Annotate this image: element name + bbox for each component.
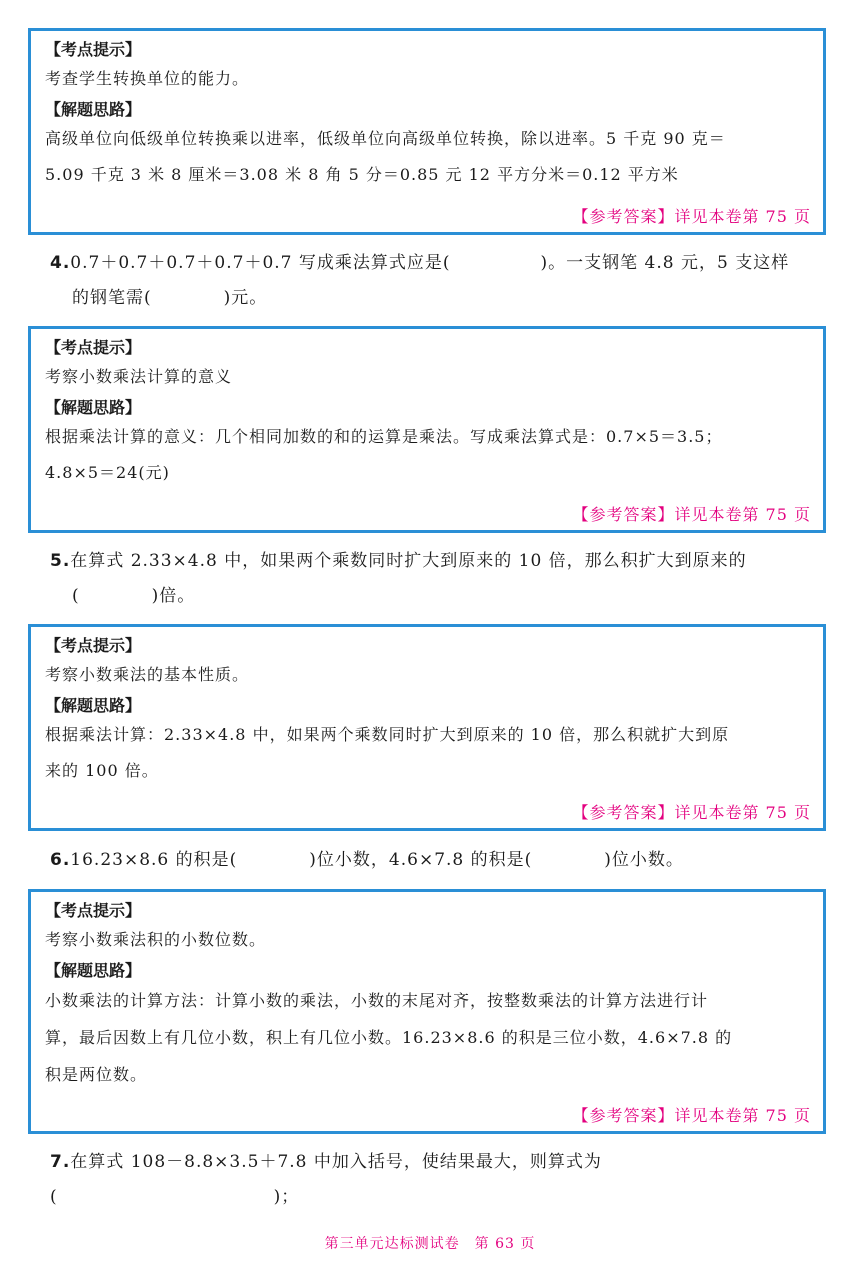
page-footer: 第三单元达标测试卷 第 63 页 xyxy=(324,1236,536,1252)
question-text: ( )倍。 xyxy=(72,586,196,606)
approach-line: 4.8×5＝24(元) xyxy=(45,463,170,482)
approach-line: 高级单位向低级单位转换乘以进率，低级单位向高级单位转换，除以进率。5 千克 90 克＝ xyxy=(45,129,726,148)
approach-line: 来的 100 倍。 xyxy=(45,761,159,780)
question-7 xyxy=(50,1145,840,1215)
approach-line: 5.09 千克 3 米 8 厘米＝3.08 米 8 角 5 分＝0.85 元 12 平方分米＝0.12 平方米 xyxy=(45,165,679,184)
question-text: 在算式 108－8.8×3.5＋7.8 中加入括号，使结果最大，则算式为( )； xyxy=(50,1152,602,1207)
hint-heading: 【考点提示】 xyxy=(45,901,142,920)
hint-text: 考察小数乘法积的小数位数。 xyxy=(45,930,267,949)
hint-text: 考查学生转换单位的能力。 xyxy=(45,69,250,88)
approach-heading: 【解题思路】 xyxy=(45,398,142,417)
analysis-box-q4 xyxy=(28,326,826,533)
approach-heading: 【解题思路】 xyxy=(45,696,142,715)
answer-reference: 【参考答案】详见本卷第 75 页 xyxy=(572,803,811,822)
question-number: 6. xyxy=(50,850,71,870)
hint-text: 考察小数乘法的基本性质。 xyxy=(45,665,250,684)
question-text: 在算式 2.33×4.8 中，如果两个乘数同时扩大到原来的 10 倍，那么积扩大到原来的 xyxy=(70,551,747,571)
hint-heading: 【考点提示】 xyxy=(45,338,142,357)
hint-heading: 【考点提示】 xyxy=(45,40,142,59)
analysis-box-q6 xyxy=(28,889,826,1134)
question-5 xyxy=(50,544,840,614)
question-text: 的钢笔需( )元。 xyxy=(72,288,268,308)
question-6 xyxy=(50,843,840,878)
analysis-box-q3 xyxy=(28,28,826,235)
question-number: 7. xyxy=(50,1152,71,1172)
approach-line: 根据乘法计算：2.33×4.8 中，如果两个乘数同时扩大到原来的 10 倍，那么积就扩大到原 xyxy=(45,725,730,744)
question-4 xyxy=(50,246,840,316)
approach-heading: 【解题思路】 xyxy=(45,100,142,119)
answer-reference: 【参考答案】详见本卷第 75 页 xyxy=(572,505,811,524)
answer-reference: 【参考答案】详见本卷第 75 页 xyxy=(572,207,811,226)
question-text: 0.7＋0.7＋0.7＋0.7＋0.7 写成乘法算式应是( )。一支钢笔 4.8 元，5 支这样 xyxy=(70,253,790,273)
approach-line: 算，最后因数上有几位小数，积上有几位小数。16.23×8.6 的积是三位小数，4.6×7.8 的 xyxy=(45,1028,733,1047)
approach-line: 积是两位数。 xyxy=(45,1065,148,1084)
approach-line: 根据乘法计算的意义：几个相同加数的和的运算是乘法。写成乘法算式是：0.7×5＝3.5； xyxy=(45,427,723,446)
question-number: 5. xyxy=(50,551,71,571)
approach-line: 小数乘法的计算方法：计算小数的乘法，小数的末尾对齐，按整数乘法的计算方法进行计 xyxy=(45,991,709,1010)
approach-heading: 【解题思路】 xyxy=(45,961,142,980)
question-text: 16.23×8.6 的积是( )位小数，4.6×7.8 的积是( )位小数。 xyxy=(70,850,684,870)
hint-heading: 【考点提示】 xyxy=(45,636,142,655)
analysis-box-q5 xyxy=(28,624,826,831)
hint-text: 考察小数乘法计算的意义 xyxy=(45,367,233,386)
answer-reference: 【参考答案】详见本卷第 75 页 xyxy=(572,1106,811,1125)
question-number: 4. xyxy=(50,253,71,273)
